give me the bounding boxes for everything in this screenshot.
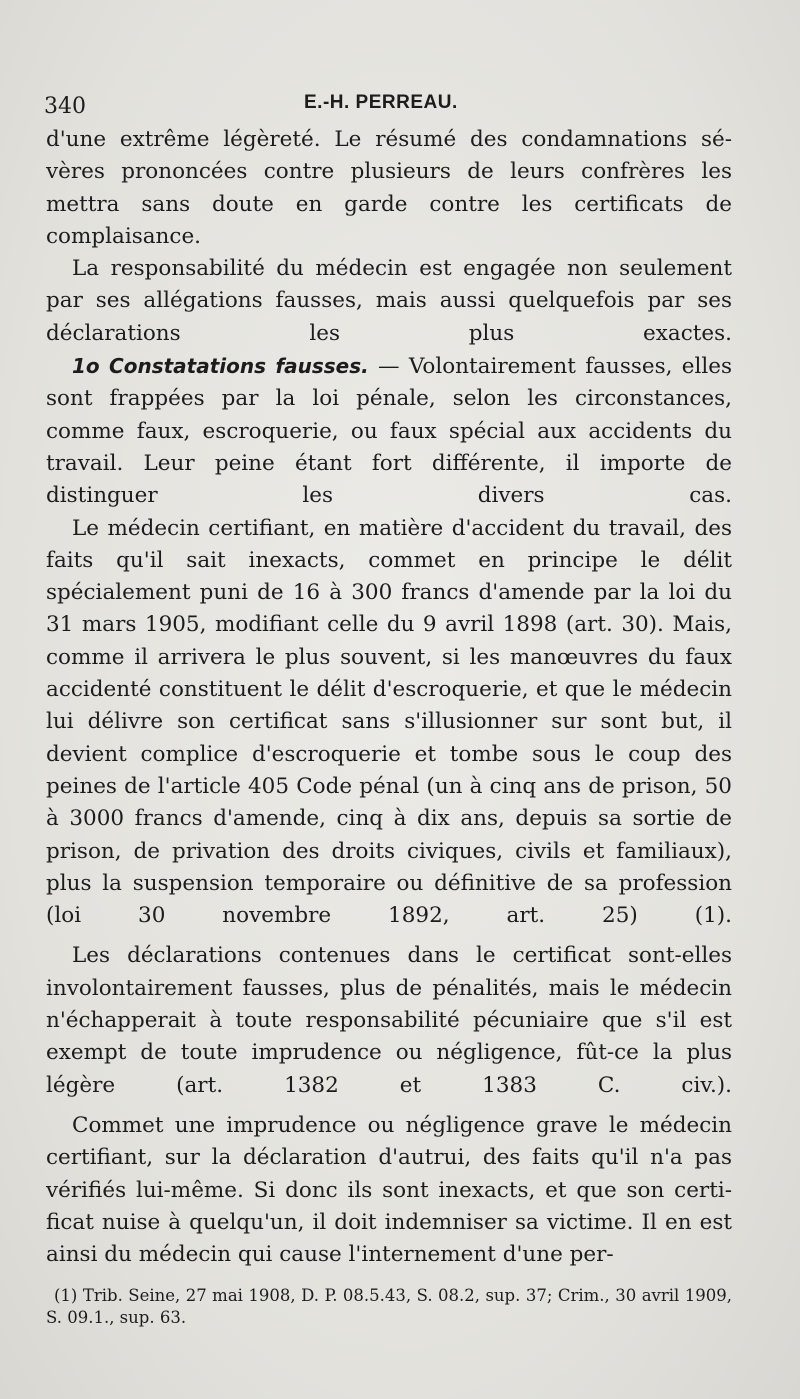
text-line: de prison, 50 à 3000 francs d'amende, cinq à dix ans, depuis [46, 773, 732, 832]
text-line: le médecin lui délivre son certificat sans s'illusionner sur [46, 677, 732, 735]
text-line: et familiaux), plus la suspension temporaire ou définitive [46, 838, 732, 896]
paragraph-2 [46, 253, 732, 350]
text-line: — Volontairement fausses, [378, 354, 673, 380]
section-heading: 1o Constatations fausses. [72, 354, 369, 379]
paragraph-5 [46, 940, 732, 1101]
text-line: légère (art. 1382 et 1383 C. civ.). [46, 1072, 732, 1098]
text-line: exempt de toute imprudence ou négligence, fût-ce la plus [46, 1040, 732, 1066]
text-line: distinguer les divers cas. [46, 483, 732, 509]
text-line: elles sont frappées par la loi pénale, selon les circonstances, [46, 354, 732, 412]
text-line: n'échapperait à toute responsabilité pécuniaire que s'il est [46, 1008, 732, 1034]
book-page [46, 88, 732, 1329]
text-line: certifiant, sur la déclaration d'autrui, des faits qu'il n'a pas [46, 1145, 732, 1171]
footnote-1: (1) Trib. Seine, 27 mai 1908, D. P. 08.5.43, S. 08.2, sup. 37; Crim., 30 avril 1909, S. 09.1., sup. 63. [46, 1286, 732, 1328]
page-number: 340 [44, 94, 86, 119]
text-line: spécialement puni de 16 à 300 francs d'amende par la loi [46, 580, 696, 606]
body-text [46, 124, 732, 1271]
text-line: La responsabilité du médecin est engagée non seulement [72, 256, 732, 282]
text-line: Le médecin certifiant, en matière d'accident du travail, [72, 515, 686, 541]
text-line: Mais, comme il arrivera le plus souvent, si les manœuvres [46, 612, 732, 670]
paragraph-4 [46, 513, 732, 933]
text-line: d'une extrême légèreté. Le résumé des condamnations sé- [46, 127, 732, 152]
text-line: du 31 mars 1905, modifiant celle du 9 avril 1898 (art. 30). [46, 580, 732, 638]
running-head [46, 88, 732, 124]
paragraph-1 [46, 124, 732, 253]
text-line: par ses allégations fausses, mais aussi quelquefois par ses [46, 288, 732, 314]
text-line: le coup des peines de l'article 405 Code pénal (un à cinq ans [46, 741, 732, 799]
text-line: involontairement fausses, plus de pénalités, mais le médecin [46, 975, 732, 1001]
text-line: vères prononcées contre plusieurs de leurs confrères les mettra [46, 159, 732, 217]
text-line: en est ainsi du médecin qui cause l'internement d'une per- [46, 1209, 732, 1268]
text-line: ficat nuise à quelqu'un, il doit indemniser sa victime. Il [46, 1209, 657, 1235]
text-line: sa sortie de prison, de privation des droits civiques, civils [46, 806, 732, 864]
text-line: vérifiés lui-même. Si donc ils sont inexacts, et que son certi- [46, 1177, 732, 1203]
text-line: sont but, il devient complice d'escroquerie et tombe sous [46, 709, 732, 767]
text-line: de sa profession (loi 30 novembre 1892, art. 25) (1). [46, 870, 732, 929]
text-line: du travail. Leur peine étant fort différente, il importe de [46, 418, 732, 476]
text-line: du faux accidenté constituent le délit d'escroquerie, et que [46, 644, 732, 703]
text-line: des faits qu'il sait inexacts, commet en principe le délit [46, 515, 732, 573]
text-line: déclarations les plus exactes. [46, 320, 732, 346]
text-line: sans doute en garde contre les certificats de complaisance. [46, 191, 732, 249]
text-line: Commet une imprudence ou négligence grave le médecin [72, 1112, 732, 1138]
running-title: E.-H. PERREAU. [304, 92, 458, 113]
text-line: comme faux, escroquerie, ou faux spécial aux accidents [46, 418, 693, 444]
text-line: Les déclarations contenues dans le certificat sont-elles [72, 943, 732, 969]
paragraph-3 [46, 350, 732, 512]
paragraph-6 [46, 1110, 732, 1271]
footnotes [46, 1285, 732, 1329]
